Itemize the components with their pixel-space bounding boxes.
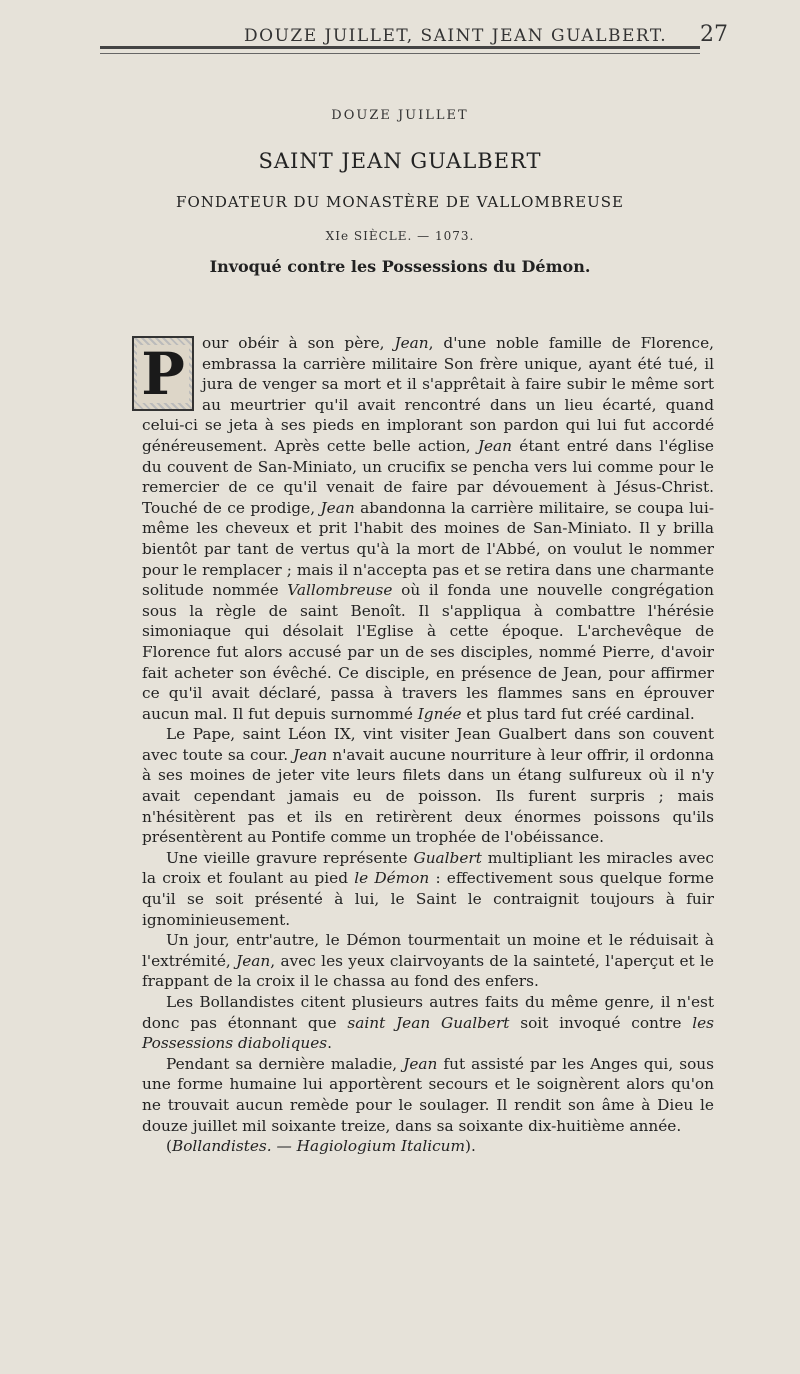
italic-text: le Démon [354,869,430,888]
page-number: 27 [700,22,728,47]
body-text [142,333,714,1157]
body-paragraph [142,1136,714,1157]
italic-text: saint Jean Gualbert [347,1013,510,1032]
text-run: Un jour, entr'autre, le Démon tourmentait un moine et le réduisait à l'extrémité, [142,931,714,970]
text-run: Pendant sa dernière maladie, [166,1054,404,1073]
text-run: Une vieille gravure représente [166,848,414,867]
header-rule-thin [100,53,700,54]
saint-subtitle: FONDATEUR DU MONASTÈRE DE VALLOMBREUSE [176,193,624,211]
italic-text: Vallombreuse [287,581,393,600]
text-run: multipliant les miracles avec la croix et foulant au pied [142,848,714,888]
body-paragraph [142,1054,714,1136]
italic-text: Jean [477,436,513,455]
italic-text: Jean [293,745,328,764]
text-run: abandonna la carrière militaire, se coupa lui-même les cheveux et prit l'habit des moines de San-Miniato. Il y brilla bientôt par tant de vertus qu'à la mort de l'Abbé, on voulut le nommer pour le remplacer ; mais il n'accepta pas et se retira dans une charmante solitude nommée [142,498,714,600]
saint-name: SAINT JEAN GUALBERT [258,149,542,173]
text-run: Le Pape, saint Léon IX, vint visiter Jean Gualbert dans son couvent avec toute sa cour. [142,725,714,764]
italic-text: Jean [394,334,429,352]
text-run: n'avait aucune nourriture à leur offrir, il ordonna à ses moines de jeter vite leurs filets dans un étang sulfureux où il n'y avait cependant jamais eu de poisson. Ils furent surpris ; mais n'hésitèrent pas et ils en retirèrent deux énormes poissons qu'ils présentèrent au Pontife comme un trophée de l'obéissance. [142,745,714,847]
text-run: . [327,1034,333,1053]
ornamental-dropcap-icon [132,336,194,411]
italic-text: Jean [403,1054,438,1073]
body-paragraph [142,848,714,930]
feast-date: DOUZE JUILLET [331,108,469,123]
text-run: ). [465,1137,476,1156]
title-block [0,108,800,276]
text-run: our obéir à son père, [202,334,395,352]
italic-text: Jean [236,951,271,970]
body-paragraph [142,930,714,992]
invocation-line: Invoqué contre les Possessions du Démon. [209,257,591,276]
italic-text: Ignée [417,704,462,723]
header-rule-thick [100,46,700,49]
running-head [0,12,800,62]
italic-text: Gualbert [413,848,482,867]
century-line: XIe SIÈCLE. — 1073. [325,229,475,243]
text-run: fut assisté par les Anges qui, sous une forme humaine lui apportèrent secours et le soignèrent alors qu'on ne trouvait aucun remède pour le soulager. Il rendit son âme à Dieu le douze juillet mil soixante treize, dans sa soixante dix-huitième année. [142,1054,715,1135]
text-run: soit invoqué contre [509,1013,693,1032]
text-run: , d'une noble famille de Florence, embrassa la carrière militaire Son frère unique, ayant été tué, il jura de venger sa mort et il s'apprêtait à faire subir le même sort au meurtrier qu'il avait rencontré dans un lieu écarté, quand celui-ci se jeta à ses pieds en implorant son pardon qui lui fut accordé généreusement. Après cette belle action, [142,334,714,455]
text-run: étant entré dans l'église du couvent de San-Miniato, un crucifix se pencha vers lui comme pour le remercier de ce qu'il venait de faire par dévouement à Jésus-Christ. Touché de ce prodige, [142,436,714,517]
running-title: DOUZE JUILLET, SAINT JEAN GUALBERT. [244,26,668,46]
text-run: Les Bollandistes citent plusieurs autres faits du même genre, il n'est donc pas étonnant que [142,993,714,1032]
italic-text: Bollandistes. — Hagiologium Italicum [171,1137,466,1156]
body-paragraph [142,724,714,848]
italic-text: Jean [320,498,355,517]
text-run: où il fonda une nouvelle congrégation sous la règle de saint Benoît. Il s'appliqua à combattre l'hérésie simoniaque qui désolait l'Eglise à cette époque. L'archevêque de Florence fut alors accusé par un de ses disciples, nommé Pierre, d'avoir fait acheter son évêché. Ce disciple, en présence de Jean, pour affirmer ce qu'il avait déclaré, passa à travers les flammes sans en éprouver aucun mal. Il fut depuis surnommé [142,581,714,723]
dropcap-letter: P [137,345,189,403]
body-paragraph [142,333,714,724]
text-run: : effectivement sous quelque forme qu'il se soit présenté à lui, le Saint le contraignit toujours à fuir ignominieusement. [142,869,714,929]
text-run: , avec les yeux clairvoyants de la sainteté, l'aperçut et le frappant de la croix il le chassa au fond des enfers. [142,951,714,991]
text-run: ( [166,1137,172,1156]
body-paragraph [142,992,714,1054]
italic-text: les Possessions diaboliques [142,1013,715,1053]
text-run: et plus tard fut créé cardinal. [461,704,695,723]
